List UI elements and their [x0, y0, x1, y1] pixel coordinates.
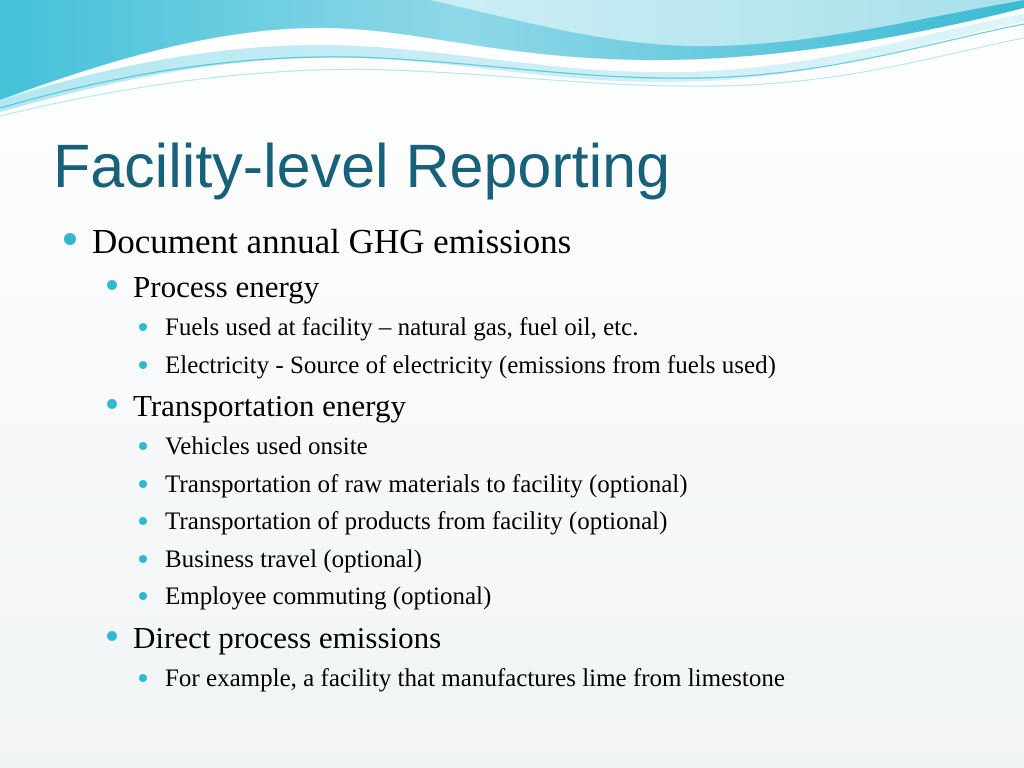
bullet-dot-icon [139, 442, 147, 450]
bullet-item [0, 384, 1024, 428]
bullet-dot-icon [107, 399, 117, 409]
bullet-item [0, 660, 1024, 698]
bullet-dot-icon [139, 480, 147, 488]
bullet-text: Electricity - Source of electricity (emissions from fuels used) [165, 351, 776, 379]
bullet-text: Transportation of raw materials to facility (optional) [165, 470, 688, 498]
bullet-dot-icon [139, 517, 147, 525]
bullet-dot-icon [139, 555, 147, 563]
bullet-item [0, 541, 1024, 579]
bullet-text: Fuels used at facility – natural gas, fuel oil, etc. [165, 314, 639, 341]
bullet-item [0, 219, 1024, 265]
bullet-dot-icon [107, 631, 117, 641]
bullet-item [0, 265, 1024, 309]
bullet-dot-icon [139, 674, 147, 682]
bullet-item [0, 503, 1024, 541]
bullet-item [0, 578, 1024, 616]
bullet-text: Process energy [133, 269, 320, 304]
bullet-dot-icon [107, 280, 117, 290]
bullet-text: Direct process emissions [133, 619, 442, 655]
bullet-text: Transportation of products from facility (optional) [165, 508, 668, 535]
bullet-item [0, 616, 1024, 660]
bullet-item [0, 428, 1024, 466]
bullet-dot-icon [64, 233, 76, 245]
bullet-text: Business travel (optional) [165, 545, 422, 573]
header-wave-decoration [0, 0, 1024, 130]
bullet-text: For example, a facility that manufactures lime from limestone [165, 664, 785, 692]
bullet-text: Vehicles used onsite [165, 433, 368, 460]
bullet-text: Transportation energy [133, 388, 406, 423]
bullet-dot-icon [139, 323, 147, 331]
bullet-text: Employee commuting (optional) [165, 583, 492, 610]
bullet-item [0, 466, 1024, 504]
bullet-list [0, 219, 1024, 697]
bullet-dot-icon [139, 361, 147, 369]
bullet-item [0, 309, 1024, 347]
bullet-item [0, 347, 1024, 385]
slide-title: Facility-level Reporting [53, 132, 670, 200]
bullet-dot-icon [139, 592, 147, 600]
bullet-text: Document annual GHG emissions [92, 222, 572, 261]
